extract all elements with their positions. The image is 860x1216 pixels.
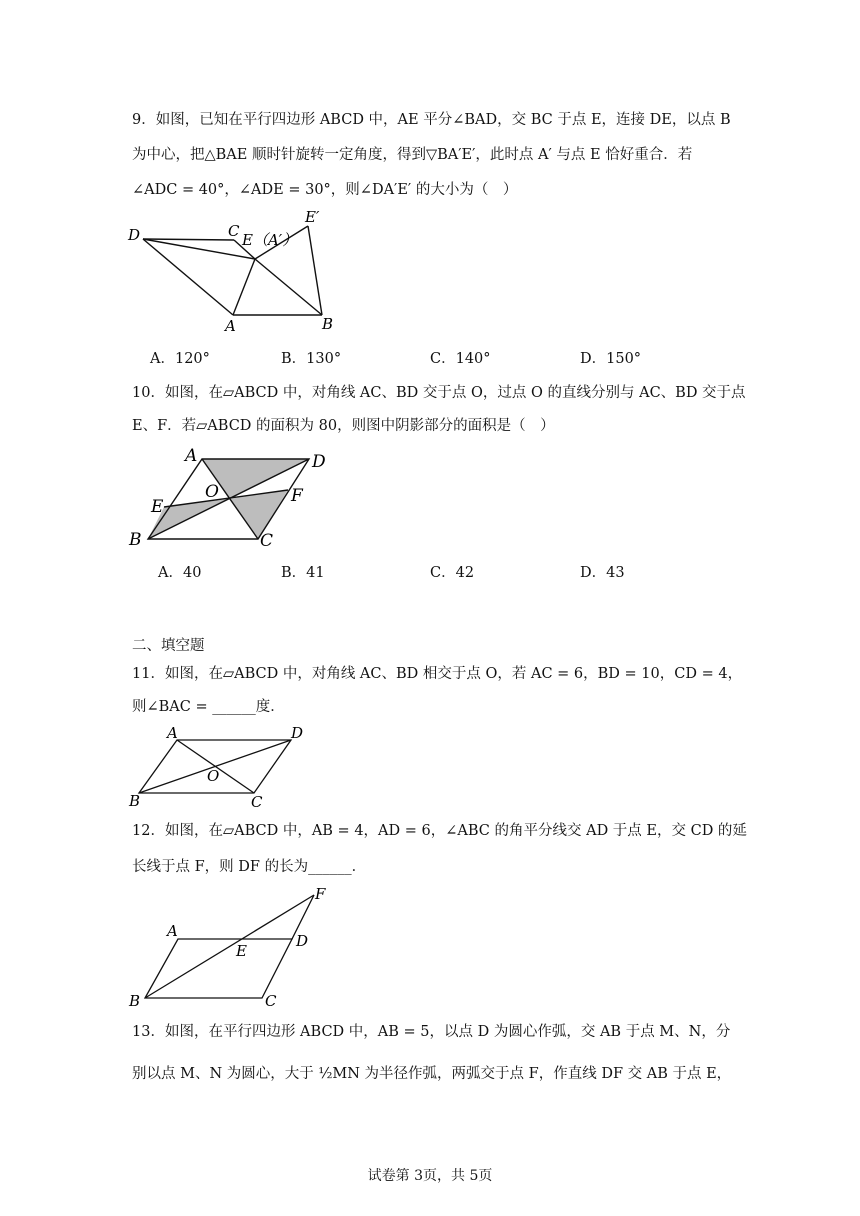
q10-label-F: F (291, 486, 303, 506)
q11-label-O: O (207, 767, 220, 785)
q12-label-B: B (129, 992, 141, 1010)
q11-label-D: D (291, 724, 304, 742)
q9-option-c: C．140° (430, 351, 491, 367)
q10-option-d: D．43 (580, 565, 625, 581)
q11-label-B: B (129, 792, 141, 810)
q9-option-d: D．150° (580, 351, 642, 367)
q10-label-B: B (129, 530, 142, 550)
q10-label-A: A (185, 446, 198, 466)
q9-text-line-1: 9．如图，已知在平行四边形 ABCD 中，AE 平分∠BAD，交 BC 于点 E，连接 DE，以点 B (132, 112, 731, 128)
q12-figure (125, 882, 335, 1010)
q9-option-b: B．130° (281, 351, 342, 367)
q9-label-C: C (228, 222, 240, 240)
q10-option-b: B．41 (281, 565, 325, 581)
q9-figure (120, 205, 350, 340)
q10-label-D: D (312, 452, 326, 472)
q11-text-line-2: 则∠BAC = ______度． (132, 699, 285, 715)
q9-label-B: B (322, 315, 334, 333)
section-title: 二、填空题 (132, 638, 205, 654)
q10-text-line-1: 10．如图，在▱ABCD 中，对角线 AC、BD 交于点 O，过点 O 的直线分别与 AC、BD 交于点 (132, 385, 746, 401)
q11-text-line-1: 11．如图，在▱ABCD 中，对角线 AC、BD 相交于点 O，若 AC = 6，BD = 10，CD = 4， (132, 666, 743, 682)
q9-text-line-3: ∠ADC = 40°，∠ADE = 30°，则∠DA′E′ 的大小为（ ） (132, 182, 518, 198)
q11-figure (125, 722, 310, 810)
q10-option-a: A．40 (158, 565, 202, 581)
q10-label-O: O (205, 482, 219, 502)
q11-label-A: A (167, 724, 178, 742)
q12-label-E: E (236, 942, 247, 960)
q10-label-C: C (260, 531, 274, 551)
q10-label-E: E (151, 497, 164, 517)
q9-text-line-2: 为中心，把△BAE 顺时针旋转一定角度，得到▽BA′E′，此时点 A′ 与点 E 恰好重合．若 (132, 147, 693, 163)
q12-text-line-1: 12．如图，在▱ABCD 中，AB = 4，AD = 6，∠ABC 的角平分线交 AD 于点 E，交 CD 的延 (132, 823, 747, 839)
q9-label-Ep: E′ (305, 208, 320, 226)
q10-figure (125, 445, 340, 552)
q9-label-D: D (128, 226, 141, 244)
q9-label-E: E（A′） (242, 231, 298, 249)
q9-option-a: A．120° (150, 351, 210, 367)
page-footer: 试卷第 3页，共 5页 (367, 1168, 493, 1184)
q10-option-c: C．42 (430, 565, 475, 581)
q12-label-A: A (167, 922, 178, 940)
q12-text-line-2: 长线于点 F，则 DF 的长为______． (132, 859, 367, 875)
q11-label-C: C (251, 793, 263, 810)
q13-text-line-1: 13．如图，在平行四边形 ABCD 中，AB = 5，以点 D 为圆心作弧，交 AB 于点 M、N，分 (132, 1024, 731, 1040)
q12-label-D: D (296, 932, 309, 950)
q9-label-A: A (225, 317, 236, 335)
q12-label-F: F (315, 885, 326, 903)
q13-text-line-2: 别以点 M、N 为圆心，大于 ½MN 为半径作弧，两弧交于点 F，作直线 DF 交 AB 于点 E， (132, 1066, 732, 1082)
q12-label-C: C (265, 992, 277, 1010)
q10-text-line-2: E、F．若▱ABCD 的面积为 80，则图中阴影部分的面积是（ ） (132, 418, 555, 434)
